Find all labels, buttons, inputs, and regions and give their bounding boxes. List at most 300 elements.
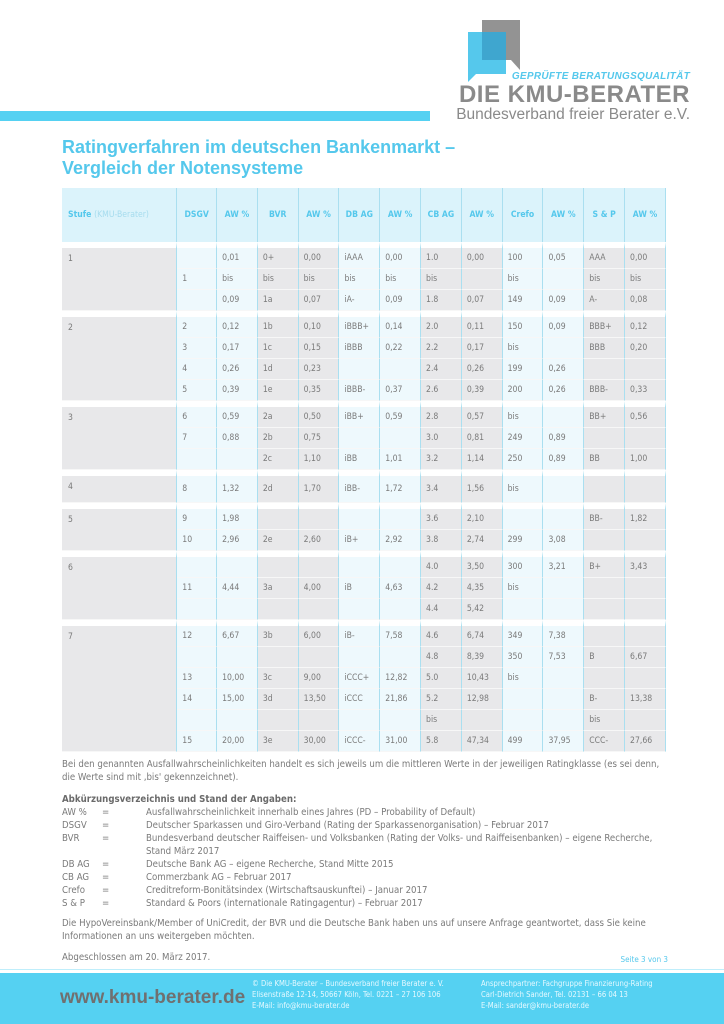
cell-sp: A- — [584, 290, 625, 311]
cell-sp-aw — [625, 599, 666, 620]
cell-dbag-aw — [380, 503, 421, 530]
cell-dbag-aw: 4,63 — [380, 578, 421, 599]
cell-cbag-aw: 8,39 — [462, 647, 503, 668]
cell-cbag-aw — [462, 710, 503, 731]
header-crefo: Crefo — [503, 188, 544, 242]
cell-dsgv-aw: 20,00 — [217, 731, 258, 752]
table-row — [62, 620, 666, 647]
cell-dsgv-aw: 2,96 — [217, 530, 258, 551]
cell-bvr-aw: 0,07 — [299, 290, 340, 311]
cell-crefo-aw: 7,53 — [543, 647, 584, 668]
cell-sp: BBB+ — [584, 311, 625, 338]
cell-bvr-aw: 0,23 — [299, 359, 340, 380]
cell-dbag-aw — [380, 710, 421, 731]
cell-dbag: iA- — [339, 290, 380, 311]
header-dbag-aw: AW % — [380, 188, 421, 242]
cell-dbag-aw: 0,14 — [380, 311, 421, 338]
cell-crefo: 299 — [503, 530, 544, 551]
cell-dbag: iB — [339, 578, 380, 599]
cell-dsgv-aw: 0,26 — [217, 359, 258, 380]
cell-dsgv — [177, 551, 217, 578]
header-stufe: Stufe (KMU-Berater) — [62, 188, 177, 242]
stufe-cell: 5 — [62, 503, 177, 551]
cell-bvr-aw: 0,35 — [299, 380, 340, 401]
cell-sp: B+ — [584, 551, 625, 578]
cell-bvr: 3d — [258, 689, 299, 710]
cell-sp-aw — [625, 620, 666, 647]
cell-cbag: 3.0 — [421, 428, 462, 449]
cell-dbag: iCCC — [339, 689, 380, 710]
cell-cbag-aw: 0,57 — [462, 401, 503, 428]
cell-dsgv-aw: 0,59 — [217, 401, 258, 428]
cell-dbag-aw: 2,92 — [380, 530, 421, 551]
cell-bvr: 3a — [258, 578, 299, 599]
table-row — [62, 242, 666, 269]
cell-bvr-aw: 0,75 — [299, 428, 340, 449]
cell-dsgv — [177, 599, 217, 620]
cell-crefo-aw — [543, 338, 584, 359]
abbreviation-key: DSGV — [62, 820, 87, 831]
cell-bvr: 3b — [258, 620, 299, 647]
cell-sp-aw: 0,33 — [625, 380, 666, 401]
cell-crefo-aw — [543, 710, 584, 731]
cell-dbag: iAAA — [339, 242, 380, 269]
cell-dbag-aw: 0,37 — [380, 380, 421, 401]
cell-cbag: 3.4 — [421, 470, 462, 503]
cell-cbag-aw: 0,17 — [462, 338, 503, 359]
cell-sp-aw: 27,66 — [625, 731, 666, 752]
cell-cbag: 4.8 — [421, 647, 462, 668]
cell-dsgv-aw: 0,39 — [217, 380, 258, 401]
cell-dbag: iBBB+ — [339, 311, 380, 338]
cell-dsgv-aw — [217, 647, 258, 668]
cell-dsgv-aw: 0,01 — [217, 242, 258, 269]
footer-address — [252, 978, 444, 1011]
cell-crefo-aw — [543, 689, 584, 710]
cell-dbag-aw: 21,86 — [380, 689, 421, 710]
cell-sp-aw: 0,12 — [625, 311, 666, 338]
cell-crefo-aw: 0,89 — [543, 449, 584, 470]
cell-dsgv: 10 — [177, 530, 217, 551]
cell-dsgv: 1 — [177, 269, 217, 290]
cell-dsgv-aw — [217, 551, 258, 578]
cell-dsgv-aw: 6,67 — [217, 620, 258, 647]
cell-sp — [584, 470, 625, 503]
title-line-2: Vergleich der Notensysteme — [62, 158, 304, 178]
page-number: Seite 3 von 3 — [620, 955, 668, 964]
cell-dbag-aw: 12,82 — [380, 668, 421, 689]
cell-sp: BB- — [584, 503, 625, 530]
header-dsgv-aw: AW % — [217, 188, 258, 242]
abbreviation-key: BVR — [62, 833, 80, 844]
footer-contact — [481, 978, 653, 1011]
cell-dbag: iBB — [339, 449, 380, 470]
cell-bvr: 3c — [258, 668, 299, 689]
cell-crefo: 499 — [503, 731, 544, 752]
cell-sp: bis — [584, 710, 625, 731]
cell-sp-aw — [625, 710, 666, 731]
cell-dsgv: 12 — [177, 620, 217, 647]
cell-cbag: 2.0 — [421, 311, 462, 338]
abbreviation-value: Standard & Poors (internationale Ratingagentur) – Februar 2017 — [146, 898, 423, 909]
abbreviation-eq: = — [102, 820, 110, 831]
cell-dsgv-aw — [217, 449, 258, 470]
cell-cbag: 5.2 — [421, 689, 462, 710]
cell-dbag — [339, 359, 380, 380]
cell-cbag-aw: 0,39 — [462, 380, 503, 401]
cell-dsgv — [177, 710, 217, 731]
cell-bvr-aw: 1,10 — [299, 449, 340, 470]
cell-sp: BB — [584, 449, 625, 470]
cell-dbag: iCCC- — [339, 731, 380, 752]
cell-crefo-aw: 0,26 — [543, 380, 584, 401]
cell-crefo — [503, 599, 544, 620]
notes-intro: Bei den genannten Ausfallwahrscheinlichkeiten handelt es sich jeweils um die mittleren Werte in der jeweiligen Ratingklasse (es sei denn, die Werte sind mit ‚bis' gekennzeichnet). — [62, 759, 660, 783]
cell-cbag-aw: 0,00 — [462, 242, 503, 269]
cell-sp — [584, 428, 625, 449]
cell-sp-aw: 1,00 — [625, 449, 666, 470]
cell-crefo: bis — [503, 578, 544, 599]
cell-sp-aw: 0,00 — [625, 242, 666, 269]
cell-sp-aw: 13,38 — [625, 689, 666, 710]
cell-dbag: iBB- — [339, 470, 380, 503]
stufe-cell: 7 — [62, 620, 177, 752]
abbreviation-item — [62, 871, 672, 884]
cell-crefo-aw: 3,08 — [543, 530, 584, 551]
cell-sp: CCC- — [584, 731, 625, 752]
cell-dsgv-aw: 0,09 — [217, 290, 258, 311]
footer-contact-group: Ansprechpartner: Fachgruppe Finanzierung-Rating — [481, 979, 653, 988]
cell-dsgv — [177, 647, 217, 668]
abbreviations-list — [62, 806, 672, 910]
cell-bvr: bis — [258, 269, 299, 290]
abbreviation-key: CB AG — [62, 872, 90, 883]
cell-dbag: iBBB- — [339, 380, 380, 401]
cell-dbag — [339, 710, 380, 731]
cell-crefo-aw — [543, 599, 584, 620]
cell-cbag: 2.8 — [421, 401, 462, 428]
logo-overlap — [482, 32, 506, 60]
cell-crefo-aw — [543, 269, 584, 290]
cell-dsgv-aw: 10,00 — [217, 668, 258, 689]
cell-dbag-aw: bis — [380, 269, 421, 290]
cell-sp: B — [584, 647, 625, 668]
cell-crefo: bis — [503, 401, 544, 428]
cell-dsgv-aw: 1,98 — [217, 503, 258, 530]
cell-cbag: 4.4 — [421, 599, 462, 620]
cell-cbag: 1.0 — [421, 242, 462, 269]
cell-dsgv: 6 — [177, 401, 217, 428]
cell-bvr: 0+ — [258, 242, 299, 269]
abbreviation-item — [62, 897, 672, 910]
cell-dsgv-aw: 0,12 — [217, 311, 258, 338]
abbreviation-value: Deutsche Bank AG – eigene Recherche, Stand Mitte 2015 — [146, 859, 394, 870]
cell-cbag: 4.6 — [421, 620, 462, 647]
abbreviation-eq: = — [102, 859, 110, 870]
cell-bvr: 1b — [258, 311, 299, 338]
cell-cbag: 5.8 — [421, 731, 462, 752]
cell-cbag-aw: 0,11 — [462, 311, 503, 338]
cell-dsgv-aw: 15,00 — [217, 689, 258, 710]
cell-sp: B- — [584, 689, 625, 710]
header-sp: S & P — [584, 188, 625, 242]
abbreviation-key: S & P — [62, 898, 85, 909]
header-cbag: CB AG — [421, 188, 462, 242]
cell-crefo: 199 — [503, 359, 544, 380]
cell-sp-aw — [625, 530, 666, 551]
cell-sp-aw: 0,56 — [625, 401, 666, 428]
cell-cbag: 3.8 — [421, 530, 462, 551]
cell-bvr-aw: 6,00 — [299, 620, 340, 647]
cell-dsgv: 2 — [177, 311, 217, 338]
cell-crefo — [503, 710, 544, 731]
footer-contact-email[interactable]: E-Mail: sander@kmu-berater.de — [481, 1001, 590, 1010]
cell-bvr: 2b — [258, 428, 299, 449]
cell-bvr — [258, 647, 299, 668]
cell-bvr: 2d — [258, 470, 299, 503]
cell-dbag — [339, 428, 380, 449]
abbreviation-eq: = — [102, 807, 110, 818]
abbreviation-key: Crefo — [62, 885, 85, 896]
logo-bubble-tail-grey — [511, 60, 520, 70]
cell-sp-aw: 6,67 — [625, 647, 666, 668]
cell-crefo-aw — [543, 503, 584, 530]
cell-bvr-aw: 13,50 — [299, 689, 340, 710]
website-link[interactable]: www.kmu-berater.de — [60, 987, 246, 1008]
cell-cbag-aw: 1,14 — [462, 449, 503, 470]
cell-crefo: 149 — [503, 290, 544, 311]
cell-crefo: 250 — [503, 449, 544, 470]
cell-crefo-aw — [543, 578, 584, 599]
cell-bvr-aw: bis — [299, 269, 340, 290]
cell-crefo: bis — [503, 338, 544, 359]
cell-bvr-aw: 0,50 — [299, 401, 340, 428]
abbreviation-key: AW % — [62, 807, 87, 818]
cell-dbag-aw: 1,72 — [380, 470, 421, 503]
notes-section — [62, 758, 672, 964]
cell-crefo-aw — [543, 401, 584, 428]
cell-bvr-aw: 30,00 — [299, 731, 340, 752]
cell-cbag: 4.0 — [421, 551, 462, 578]
abbreviation-value: Ausfallwahrscheinlichkeit innerhalb eines Jahres (PD – Probability of Default) — [146, 807, 476, 818]
abbreviation-eq: = — [102, 872, 110, 883]
cell-dsgv-aw: 0,88 — [217, 428, 258, 449]
cell-cbag: bis — [421, 710, 462, 731]
abbreviation-item — [62, 884, 672, 897]
cell-bvr-aw: 4,00 — [299, 578, 340, 599]
stufe-cell: 4 — [62, 470, 177, 503]
cell-dsgv: 7 — [177, 428, 217, 449]
cell-sp-aw — [625, 428, 666, 449]
cell-bvr: 1d — [258, 359, 299, 380]
header-dsgv: DSGV — [177, 188, 217, 242]
cell-bvr — [258, 599, 299, 620]
abbreviations-title: Abkürzungsverzeichnis und Stand der Angaben: — [62, 794, 297, 805]
tagline: GEPRÜFTE BERATUNGSQUALITÄT — [511, 71, 690, 82]
cell-cbag-aw: 6,74 — [462, 620, 503, 647]
cell-cbag-aw: 0,07 — [462, 290, 503, 311]
cell-crefo-aw: 0,05 — [543, 242, 584, 269]
cell-sp-aw: 1,82 — [625, 503, 666, 530]
cell-bvr-aw — [299, 647, 340, 668]
cell-cbag-aw: 12,98 — [462, 689, 503, 710]
cell-cbag: 3.6 — [421, 503, 462, 530]
closing-date: Abgeschlossen am 20. März 2017. — [62, 952, 211, 963]
cell-dbag: bis — [339, 269, 380, 290]
stufe-cell: 2 — [62, 311, 177, 401]
brand-subtitle: Bundesverband freier Berater e.V. — [456, 106, 690, 123]
cell-bvr-aw: 0,10 — [299, 311, 340, 338]
cell-cbag-aw: 2,74 — [462, 530, 503, 551]
cell-crefo: 349 — [503, 620, 544, 647]
cell-crefo-aw: 3,21 — [543, 551, 584, 578]
cell-cbag-aw: 1,56 — [462, 470, 503, 503]
cell-crefo: 350 — [503, 647, 544, 668]
header-bvr: BVR — [258, 188, 299, 242]
cell-crefo: 200 — [503, 380, 544, 401]
cell-bvr: 1e — [258, 380, 299, 401]
cell-sp — [584, 530, 625, 551]
cell-sp — [584, 359, 625, 380]
header-cbag-aw: AW % — [462, 188, 503, 242]
cell-crefo-aw: 0,09 — [543, 311, 584, 338]
cell-cbag-aw: 47,34 — [462, 731, 503, 752]
cell-crefo: 150 — [503, 311, 544, 338]
cell-sp: AAA — [584, 242, 625, 269]
table-row — [62, 470, 666, 503]
cell-crefo-aw: 0,26 — [543, 359, 584, 380]
cell-cbag-aw: 5,42 — [462, 599, 503, 620]
cell-dsgv: 8 — [177, 470, 217, 503]
abbreviation-item — [62, 806, 672, 819]
cell-cbag: 3.2 — [421, 449, 462, 470]
cell-dsgv: 14 — [177, 689, 217, 710]
cell-dsgv: 4 — [177, 359, 217, 380]
cell-dbag: iCCC+ — [339, 668, 380, 689]
abbreviation-eq: = — [102, 833, 110, 844]
cell-bvr-aw: 1,70 — [299, 470, 340, 503]
cell-sp: BBB — [584, 338, 625, 359]
cell-cbag: bis — [421, 269, 462, 290]
header-dbag: DB AG — [339, 188, 380, 242]
stufe-cell: 1 — [62, 242, 177, 311]
cell-sp: BBB- — [584, 380, 625, 401]
cell-cbag-aw — [462, 269, 503, 290]
abbreviation-eq: = — [102, 885, 110, 896]
cell-dsgv — [177, 290, 217, 311]
cell-sp — [584, 599, 625, 620]
cell-dsgv-aw — [217, 599, 258, 620]
cell-bvr: 1a — [258, 290, 299, 311]
rating-comparison-table — [62, 188, 666, 752]
cell-cbag-aw: 0,26 — [462, 359, 503, 380]
cell-crefo: bis — [503, 668, 544, 689]
cell-dbag: iB- — [339, 620, 380, 647]
cell-bvr-aw — [299, 710, 340, 731]
cell-bvr-aw — [299, 503, 340, 530]
cell-bvr-aw — [299, 599, 340, 620]
abbreviation-value: Bundesverband deutscher Raiffeisen- und Volksbanken (Rating der Volks- und Raiffeisenbanken) – eigene Recherche, Stand März 2017 — [146, 833, 653, 857]
cell-crefo-aw — [543, 470, 584, 503]
cell-bvr — [258, 551, 299, 578]
cell-bvr-aw: 2,60 — [299, 530, 340, 551]
cell-dsgv: 11 — [177, 578, 217, 599]
cell-bvr: 1c — [258, 338, 299, 359]
cell-sp-aw — [625, 359, 666, 380]
cell-dsgv-aw: 1,32 — [217, 470, 258, 503]
cell-sp-aw: 0,08 — [625, 290, 666, 311]
cell-crefo-aw: 0,09 — [543, 290, 584, 311]
page-title — [62, 137, 455, 179]
stufe-cell: 6 — [62, 551, 177, 620]
cell-bvr-aw: 0,00 — [299, 242, 340, 269]
footer-street: Elisenstraße 12-14, 50667 Köln, Tel. 0221 – 27 106 106 — [252, 990, 441, 999]
cell-sp — [584, 620, 625, 647]
footer-email[interactable]: E-Mail: info@kmu-berater.de — [252, 1001, 350, 1010]
cell-crefo: bis — [503, 470, 544, 503]
abbreviation-item — [62, 832, 672, 858]
cell-dsgv-aw: 4,44 — [217, 578, 258, 599]
cell-crefo-aw: 7,38 — [543, 620, 584, 647]
cell-dbag-aw — [380, 428, 421, 449]
cell-crefo-aw: 0,89 — [543, 428, 584, 449]
cell-bvr — [258, 503, 299, 530]
cell-dbag — [339, 647, 380, 668]
cell-dbag: iBBB — [339, 338, 380, 359]
stufe-cell: 3 — [62, 401, 177, 470]
abbreviation-item — [62, 858, 672, 871]
cell-crefo: 249 — [503, 428, 544, 449]
table-row — [62, 401, 666, 428]
title-line-1: Ratingverfahren im deutschen Bankenmarkt – — [62, 137, 456, 157]
cell-bvr: 3e — [258, 731, 299, 752]
header-crefo-aw: AW % — [543, 188, 584, 242]
cell-dbag-aw: 0,59 — [380, 401, 421, 428]
cell-bvr: 2a — [258, 401, 299, 428]
cell-sp-aw: 0,20 — [625, 338, 666, 359]
cell-cbag: 2.4 — [421, 359, 462, 380]
kmu-logo — [464, 18, 534, 78]
cell-crefo: 100 — [503, 242, 544, 269]
cell-dbag-aw: 1,01 — [380, 449, 421, 470]
cell-sp-aw — [625, 668, 666, 689]
cell-dsgv: 9 — [177, 503, 217, 530]
cell-cbag: 2.6 — [421, 380, 462, 401]
cell-crefo: 300 — [503, 551, 544, 578]
footer-contact-person: Carl-Dietrich Sander, Tel. 02131 – 66 04 13 — [481, 990, 628, 999]
header-bvr-aw: AW % — [299, 188, 340, 242]
cell-crefo — [503, 503, 544, 530]
cell-bvr-aw — [299, 551, 340, 578]
cell-dsgv: 5 — [177, 380, 217, 401]
top-accent-bar — [0, 111, 430, 121]
cell-sp-aw — [625, 470, 666, 503]
abbreviation-item — [62, 819, 672, 832]
cell-dbag — [339, 503, 380, 530]
cell-sp-aw — [625, 578, 666, 599]
cell-dsgv-aw: 0,17 — [217, 338, 258, 359]
brand-name: DIE KMU-BERATER — [458, 81, 690, 108]
cell-cbag-aw: 2,10 — [462, 503, 503, 530]
cell-dbag — [339, 551, 380, 578]
cell-bvr: 2e — [258, 530, 299, 551]
cell-crefo: bis — [503, 269, 544, 290]
cell-dsgv: 13 — [177, 668, 217, 689]
table-row — [62, 551, 666, 578]
footer-copyright: © Die KMU-Berater – Bundesverband freier Berater e. V. — [252, 979, 444, 988]
cell-sp-aw: bis — [625, 269, 666, 290]
cell-dbag-aw: 0,22 — [380, 338, 421, 359]
